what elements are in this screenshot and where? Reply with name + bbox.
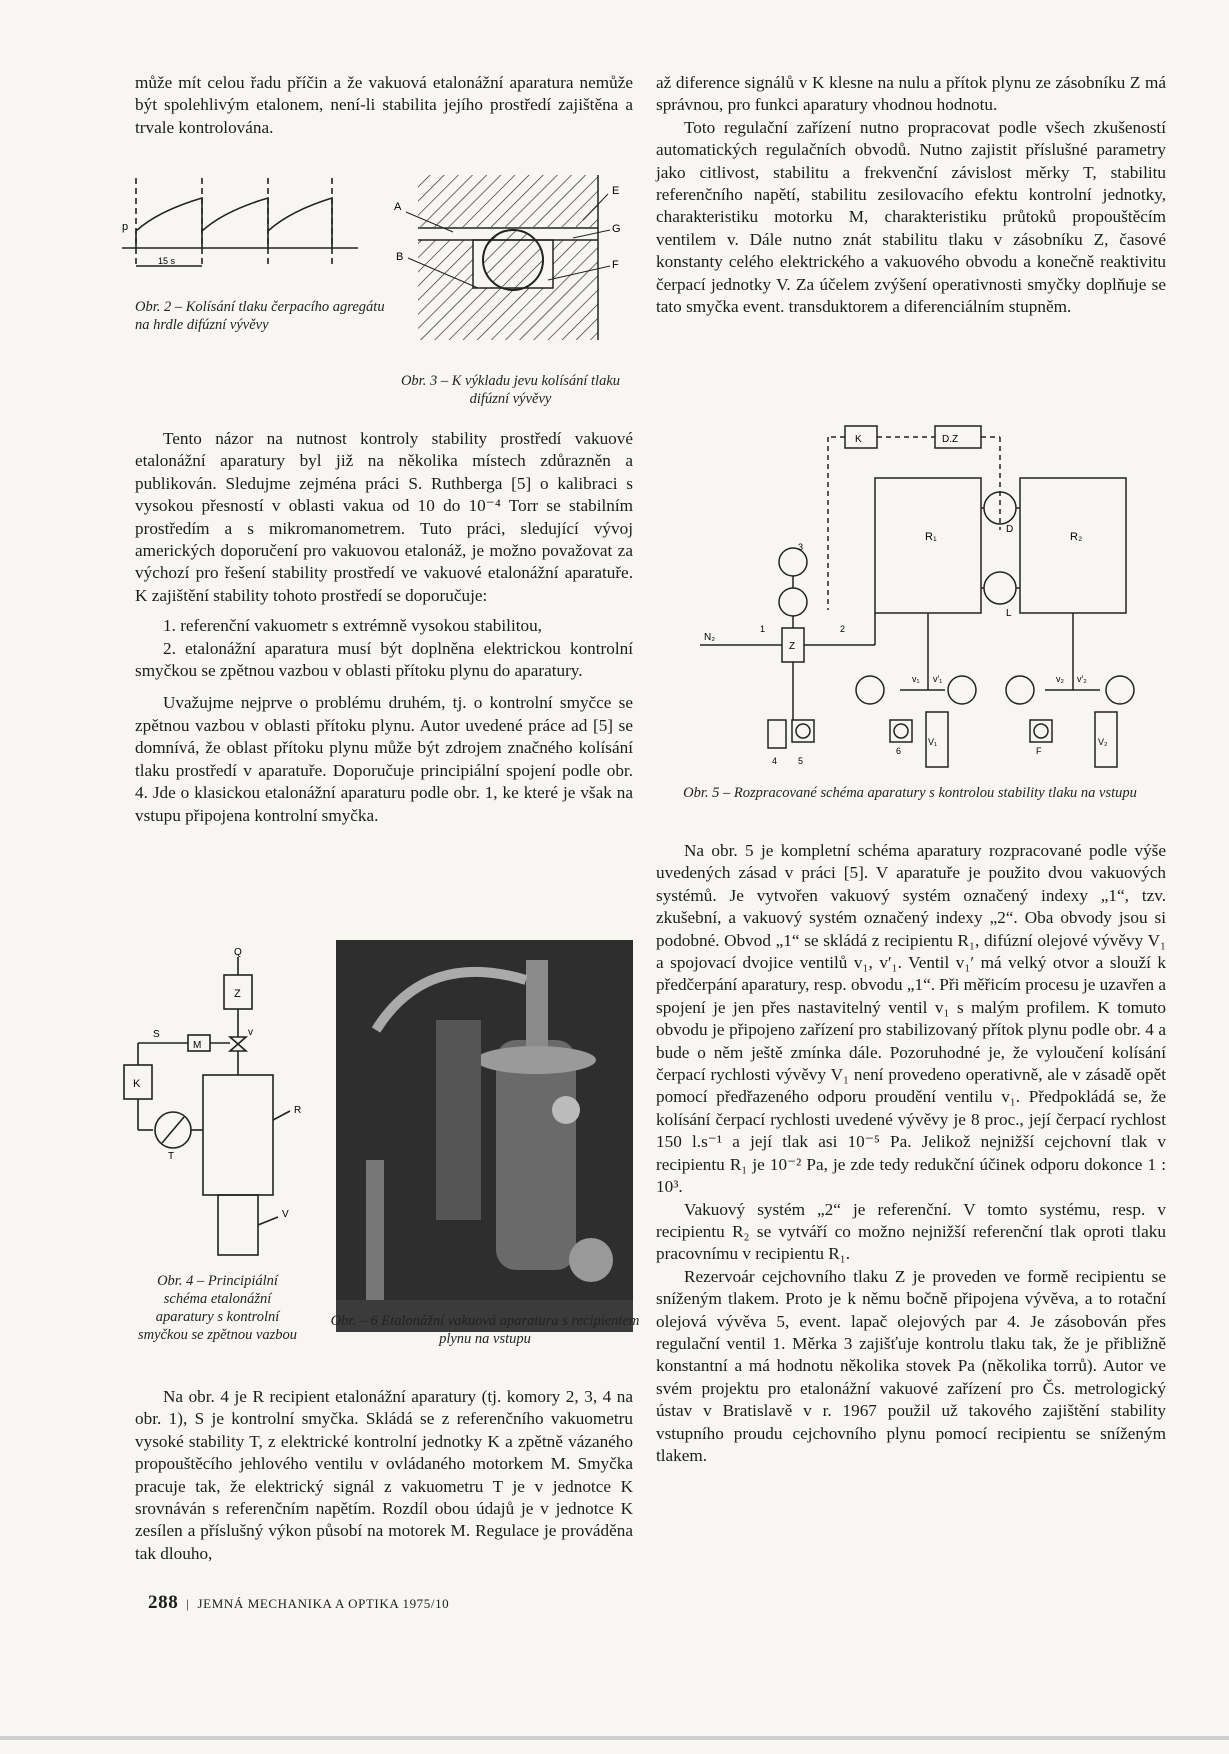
left-main-text — [135, 428, 633, 827]
fig3-label-b: B — [396, 251, 404, 263]
paragraph-figure5-description: Na obr. 5 je kompletní schéma aparatury rozpracované podle výše uvedených zásad v práci [5]. V aparatuře je použito dvou vakuových systémů. Je vytvořen vakuový systém označený indexy „1“, tzv. zkušební, a vakuový systém označený indexy „2“. Oba obvody jsou si podobné. Obvod „1“ se skládá z recipientu R₁, difúzní olejové vývěvy V₁ a spojovací dvojice ventilů v₁, v′₁. Ventil v₁′ má velký otvor a slouží k předčerpání aparatury, resp. obvodu „1“. Při měřicím procesu je uzavřen a spojení je jen přes nastavitelný ventil v₁ s malým profilem. K tomuto obvodu je připojeno zařízení pro stabilizovaný přítok plynu podle obr. 4 a bude o něm ještě zmínka dále. Pozoruhodné je, že vyloučení kolísání čerpací rychlosti vývěvy V₁ není provedeno operativně, ale v zásadě opět pomocí předřazeného odporu proudění ventilu v₁. Předpokládá se, že kolísání čerpací rychlosti uvedené vývěvy je 8 proc., její čerpací rychlost 150 l.s⁻¹ a její tlak asi 10⁻⁵ Pa. Jelikož nejnižší cejchovní tlak v recipientu R₁ je 10⁻² Pa, je zde tedy redukční účinek odporu dokonce 1 : 10³. — [656, 841, 1166, 1197]
paragraph-continuation: až diference signálů v K klesne na nulu a přítok plynu ze zásobníku Z má správnou, pro funkci aparatury vhodnou hodnotu. — [656, 73, 1166, 115]
recommendation-list — [135, 615, 633, 682]
fig4-label-t: T — [168, 1151, 175, 1162]
fig5-label-r2: R₂ — [1070, 531, 1083, 543]
fig5-label-5: 5 — [798, 756, 804, 766]
fig4-label-v-valve: v — [248, 1027, 253, 1038]
intro-paragraph: může mít celou řadu příčin a že vakuová etalonážní aparatura nemůže být spolehlivým etalonem, není-li stabilita jejího prostředí zajištěna a trvale kontrolována. — [135, 73, 633, 137]
fig5-label-2: 2 — [840, 624, 846, 634]
right-top-text — [656, 72, 1166, 318]
fig5-label-v2: v₂ — [1056, 674, 1064, 684]
paragraph-reservoir: Rezervoár cejchovního tlaku Z je proveden ve formě recipientu se sníženým tlakem. Proto je k němu bočně připojena vývěva, a to rotační olejová vývěva 5, event. lapač olejových par 4. Je zásobován přes regulační ventil 1. Měrka 3 zajišťuje kontrolu tlaku tak, že je přibližně konstantní a má hodnotu několika stovek Pa (několika torrů). Autor ve svém projektu pro etalonážní vakuové zařízení pro Čs. metrologický ústav v Bratislavě v r. 1967 použil už takového zajištění stability vstupního proudu cejchovního plynu pomocí recipientu se sníženým tlakem. — [656, 1266, 1166, 1465]
figure-4-caption: Obr. 4 – Principiální schéma etalonážní aparatury s kontrolní smyčkou se zpětnou vazbou — [137, 1273, 298, 1343]
fig4-label-q: Q — [234, 947, 242, 958]
figure-5-detailed-scheme — [700, 420, 1160, 766]
fig5-label-l: L — [1006, 608, 1012, 619]
paragraph-reference-system: Vakuový systém „2“ je referenční. V tomto systému, resp. v recipientu R₂ se vytváří co možno nejnižší referenční tlak oproti tlaku pracovnímu v recipientu R₁. — [656, 1199, 1166, 1264]
fig5-label-3: 3 — [798, 542, 804, 552]
paragraph-stability-opinion: Tento názor na nutnost kontroly stability prostředí vakuové etalonážní aparatury byl již na několika místech zdůrazněn a publikován. Sledujme zejména práci S. Ruthberga [5] o kalibraci s vysokou přesností v oblasti vakua od 10 do 10⁻⁴ Torr se stabilním prostředím a s mikromanometrem. Tuto práci, sledující vývoj amerických doporučení pro vakuovou etalonáž, je možno považovat za výchozí pro řešení stability prostředí ve vakuové etalonážní aparatuře. K zajištění stability tohoto prostředí se doporučuje: — [135, 429, 633, 605]
page-number: 288 — [148, 1592, 179, 1613]
fig5-label-n2: N₂ — [704, 632, 716, 643]
fig4-label-s: S — [153, 1029, 160, 1040]
figure-3-diffusion-pump-detail — [378, 170, 648, 350]
fig5-label-z: Z — [789, 641, 796, 652]
fig5-label-1: 1 — [760, 624, 766, 634]
list-item: 1. referenční vakuometr s extrémně vysokou stabilitou, — [163, 616, 542, 636]
fig2-time-label: 15 s — [158, 256, 176, 266]
figure-6-caption: Obr. – 6 Etalonážní vakuová aparatura s recipientem plynu na vstupu — [330, 1313, 640, 1347]
fig2-axis-p: p — [122, 221, 129, 233]
apparatus-photo-illustration — [336, 940, 633, 1332]
figure-2-caption: Obr. 2 – Kolísání tlaku čerpacího agregátu na hrdle difúzní vývěvy — [135, 299, 385, 333]
figure-4-principle-scheme — [118, 945, 328, 1265]
fig5-label-v1-prime: v′₁ — [933, 674, 943, 684]
left-bottom-text — [135, 1386, 633, 1565]
fig5-label-v1: v₁ — [912, 674, 920, 684]
figure-3-caption: Obr. 3 – K výkladu jevu kolísání tlaku difúzní vývěvy — [400, 373, 621, 407]
figure-6-photograph — [336, 940, 633, 1332]
fig4-label-v: V — [282, 1209, 289, 1220]
fig4-label-m: M — [193, 1040, 202, 1051]
journal-title: JEMNÁ MECHANIKA A OPTIKA 1975/10 — [197, 1596, 450, 1611]
fig5-label-pump-v2: V₂ — [1098, 737, 1108, 747]
fig5-label-k: K — [855, 434, 862, 445]
page-footer — [148, 1592, 449, 1614]
list-item: 2. etalonážní aparatura musí být doplněna elektrickou kontrolní smyčkou se zpětnou vazbou v oblasti přítoku plynu do aparatury. — [135, 638, 633, 681]
paragraph-regulation: Toto regulační zařízení nutno propracovat podle všech zkušeností automatických regulačních obvodů. Nutno zajistit příslušné parametry jako citlivost, stabilitu a frekvenční závislost měrky T, stabilitu referenčního napětí, stabilitu zesilovacího efektu kontrolní jednotky, charakteristiku motorku M, charakteristiku průtoků propouštěcím ventilem v. Dále nutno znát stabilitu tlaku v zásobníku Z, časové konstanty celého elektrického a vakuového obvodu a konečně reaktivitu čerpací jednotky V. Za účelem zvýšení operativnosti smyčky doplňuje se tato smyčka event. transduktorem a diferenciálním stupněm. — [656, 117, 1166, 317]
fig5-label-f: F — [1036, 746, 1042, 756]
left-intro — [135, 72, 633, 139]
fig3-label-g: G — [612, 223, 621, 235]
fig5-label-dz: D.Z — [942, 434, 959, 445]
scan-edge-line — [0, 1736, 1229, 1740]
fig4-label-k: K — [133, 1078, 141, 1090]
fig3-label-f: F — [612, 259, 619, 271]
footer-divider: | — [186, 1596, 190, 1611]
fig5-label-r1: R₁ — [925, 531, 937, 543]
figure-5-caption: Obr. 5 – Rozpracované schéma aparatury s kontrolou stability tlaku na vstupu — [683, 785, 1137, 801]
right-bottom-text — [656, 840, 1166, 1467]
fig5-label-v2-prime: v′₂ — [1077, 674, 1087, 684]
fig5-label-6: 6 — [896, 746, 902, 756]
fig3-label-a: A — [394, 201, 402, 213]
fig5-label-pump-v1: V₁ — [928, 737, 938, 747]
paragraph-figure4-description: Na obr. 4 je R recipient etalonážní aparatury (tj. komory 2, 3, 4 na obr. 1), S je kontrolní smyčka. Skládá se z referenčního vakuometru vysoké stability T, z elektrické kontrolní jednotky K a zpětně vázaného propouštěcího jehlového ventilu v ovládaného motorkem M. Smyčka pracuje tak, že elektrický signál z vakuometru T je v jednotce K srovnáván s referenčním napětím. Rozdíl obou údajů je v jednotce K zesílen a příslušný výkon působí na motorek M. Regulace je prováděna tak dlouho, — [135, 1387, 633, 1563]
fig5-label-d: D — [1006, 524, 1014, 535]
figure-2-pressure-graph — [118, 176, 368, 276]
fig5-label-4: 4 — [772, 756, 778, 766]
paragraph-control-loop: Uvažujme nejprve o problému druhém, tj. o kontrolní smyčce se zpětnou vazbou v oblasti přítoku plynu. Autor uvedené práce ad [5] se domnívá, že oblast přítoku plynu může být zdrojem značného kolísání tlaku prostředí v aparatuře. Doporučuje principiální spojení podle obr. 4. Jde o klasickou etalonážní aparaturu podle obr. 1, ke které je však na vstupu připojena kontrolní smyčka. — [135, 693, 633, 825]
fig3-label-e: E — [612, 185, 620, 197]
fig4-label-z: Z — [234, 988, 241, 1000]
fig4-label-r: R — [294, 1105, 302, 1116]
